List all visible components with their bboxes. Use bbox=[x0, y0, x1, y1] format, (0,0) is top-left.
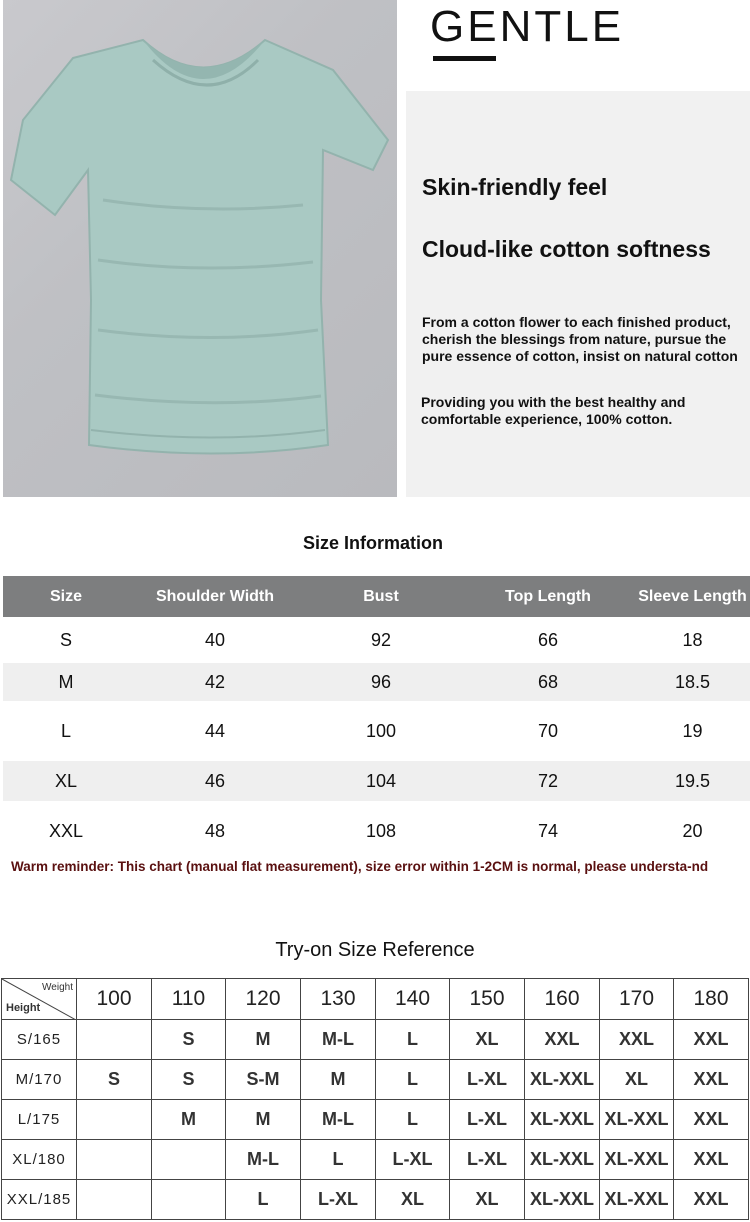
grid-cell: S-M bbox=[226, 1060, 301, 1100]
header-shoulder-width: Shoulder Width bbox=[155, 587, 275, 605]
cell-shoulder: 44 bbox=[204, 720, 226, 741]
grid-cell: XXL bbox=[674, 1180, 749, 1220]
cell-length: 72 bbox=[537, 770, 559, 791]
cell-sleeve: 20 bbox=[682, 820, 703, 841]
grid-row bbox=[2, 1100, 749, 1140]
header-bust: Bust bbox=[363, 587, 399, 605]
brand-underline bbox=[433, 56, 496, 61]
feature-headline-2: Cloud-like cotton softness bbox=[422, 236, 711, 262]
grid-cell: M-L bbox=[301, 1100, 376, 1140]
size-info-table bbox=[3, 576, 750, 861]
grid-cell bbox=[77, 1100, 152, 1140]
grid-cell: M bbox=[152, 1100, 226, 1140]
weight-header: 150 bbox=[450, 979, 525, 1020]
cell-length: 70 bbox=[537, 720, 559, 741]
warm-reminder: Warm reminder: This chart (manual flat measurement), size error within 1-2CM is normal, please understa-nd bbox=[11, 859, 709, 874]
cell-shoulder: 46 bbox=[204, 770, 226, 791]
table-row bbox=[3, 761, 750, 801]
cell-bust: 104 bbox=[365, 770, 397, 791]
grid-cell: L-XL bbox=[450, 1100, 525, 1140]
cell-shoulder: 40 bbox=[204, 629, 226, 650]
grid-cell bbox=[152, 1140, 226, 1180]
feature-paragraph-1: From a cotton flower to each finished product, cherish the blessings from nature, pursue the pure essence of cotton, insist on natural cotton bbox=[422, 314, 738, 364]
grid-cell: XL bbox=[376, 1180, 450, 1220]
height-cell: S/165 bbox=[2, 1020, 77, 1060]
grid-cell: L bbox=[376, 1020, 450, 1060]
grid-row bbox=[2, 1060, 749, 1100]
cell-size: L bbox=[60, 720, 71, 741]
cell-sleeve: 18 bbox=[682, 629, 703, 650]
grid-cell: XL bbox=[450, 1020, 525, 1060]
grid-cell: XXL bbox=[674, 1060, 749, 1100]
t-shirt-illustration bbox=[3, 0, 397, 497]
weight-header: 170 bbox=[600, 979, 674, 1020]
weight-header: 110 bbox=[152, 979, 226, 1020]
weight-header: 180 bbox=[674, 979, 749, 1020]
table-row bbox=[3, 617, 750, 663]
weight-header: 140 bbox=[376, 979, 450, 1020]
header-size: Size bbox=[49, 587, 82, 605]
grid-cell: M bbox=[226, 1100, 301, 1140]
cell-bust: 100 bbox=[365, 720, 397, 741]
height-cell: XXL/185 bbox=[2, 1180, 77, 1220]
header-sleeve-length: Sleeve Length bbox=[638, 587, 747, 605]
grid-cell: L bbox=[376, 1100, 450, 1140]
weight-header: 120 bbox=[226, 979, 301, 1020]
height-label: Height bbox=[6, 1002, 41, 1014]
grid-cell: XL bbox=[450, 1180, 525, 1220]
grid-cell: XXL bbox=[674, 1020, 749, 1060]
cell-size: S bbox=[59, 629, 72, 650]
grid-cell: M-L bbox=[226, 1140, 301, 1180]
grid-cell: L-XL bbox=[376, 1140, 450, 1180]
cell-length: 74 bbox=[537, 820, 559, 841]
grid-cell bbox=[152, 1180, 226, 1220]
grid-cell: L bbox=[301, 1140, 376, 1180]
grid-cell: XL-XXL bbox=[525, 1140, 600, 1180]
cell-size: M bbox=[58, 671, 74, 692]
size-table-header bbox=[3, 576, 750, 617]
weight-header: 160 bbox=[525, 979, 600, 1020]
cell-size: XXL bbox=[48, 820, 84, 841]
grid-cell: XXL bbox=[600, 1020, 674, 1060]
grid-cell: XXL bbox=[525, 1020, 600, 1060]
size-info-title: Size Information bbox=[302, 533, 443, 553]
table-row bbox=[3, 663, 750, 701]
brand-title: GENTLE bbox=[430, 2, 625, 51]
grid-header-row bbox=[2, 979, 749, 1020]
weight-header: 130 bbox=[301, 979, 376, 1020]
cell-bust: 96 bbox=[370, 671, 392, 692]
grid-cell: XL-XXL bbox=[525, 1100, 600, 1140]
header-top-length: Top Length bbox=[505, 587, 591, 605]
grid-cell: S bbox=[152, 1020, 226, 1060]
height-cell: M/170 bbox=[2, 1060, 77, 1100]
grid-cell: S bbox=[152, 1060, 226, 1100]
grid-cell: XL-XXL bbox=[525, 1060, 600, 1100]
grid-row bbox=[2, 1180, 749, 1220]
grid-cell: L-XL bbox=[450, 1140, 525, 1180]
grid-cell: XL-XXL bbox=[600, 1100, 674, 1140]
grid-row bbox=[2, 1140, 749, 1180]
grid-cell: XXL bbox=[674, 1140, 749, 1180]
tryon-title: Try-on Size Reference bbox=[275, 939, 475, 961]
weight-header: 100 bbox=[77, 979, 152, 1020]
weight-label: Weight bbox=[42, 982, 73, 993]
cell-length: 66 bbox=[537, 629, 559, 650]
product-photo bbox=[3, 0, 397, 497]
grid-cell: XL-XXL bbox=[600, 1180, 674, 1220]
cell-size: XL bbox=[54, 770, 78, 791]
grid-cell: M-L bbox=[301, 1020, 376, 1060]
grid-cell: XL-XXL bbox=[525, 1180, 600, 1220]
table-row bbox=[3, 801, 750, 861]
grid-cell bbox=[77, 1140, 152, 1180]
cell-sleeve: 19 bbox=[682, 720, 703, 741]
cell-sleeve: 19.5 bbox=[674, 770, 711, 791]
grid-cell: XL-XXL bbox=[600, 1140, 674, 1180]
table-row bbox=[3, 701, 750, 761]
tryon-size-grid bbox=[1, 978, 749, 1220]
grid-cell: M bbox=[226, 1020, 301, 1060]
grid-row bbox=[2, 1020, 749, 1060]
grid-cell: XL bbox=[600, 1060, 674, 1100]
grid-cell bbox=[77, 1180, 152, 1220]
height-cell: L/175 bbox=[2, 1100, 77, 1140]
cell-shoulder: 48 bbox=[204, 820, 226, 841]
cell-shoulder: 42 bbox=[204, 671, 226, 692]
cell-bust: 108 bbox=[365, 820, 397, 841]
feature-paragraph-2: Providing you with the best healthy and comfortable experience, 100% cotton. bbox=[421, 394, 686, 427]
grid-cell: L-XL bbox=[301, 1180, 376, 1220]
feature-headline-1: Skin-friendly feel bbox=[422, 174, 608, 200]
grid-cell: L bbox=[226, 1180, 301, 1220]
cell-sleeve: 18.5 bbox=[674, 671, 711, 692]
grid-cell: S bbox=[77, 1060, 152, 1100]
feature-panel bbox=[406, 91, 750, 497]
grid-cell: XXL bbox=[674, 1100, 749, 1140]
grid-cell: L-XL bbox=[450, 1060, 525, 1100]
cell-length: 68 bbox=[537, 671, 559, 692]
grid-cell bbox=[77, 1020, 152, 1060]
grid-cell: L bbox=[376, 1060, 450, 1100]
cell-bust: 92 bbox=[370, 629, 392, 650]
grid-corner bbox=[2, 979, 77, 1020]
height-cell: XL/180 bbox=[2, 1140, 77, 1180]
grid-cell: M bbox=[301, 1060, 376, 1100]
